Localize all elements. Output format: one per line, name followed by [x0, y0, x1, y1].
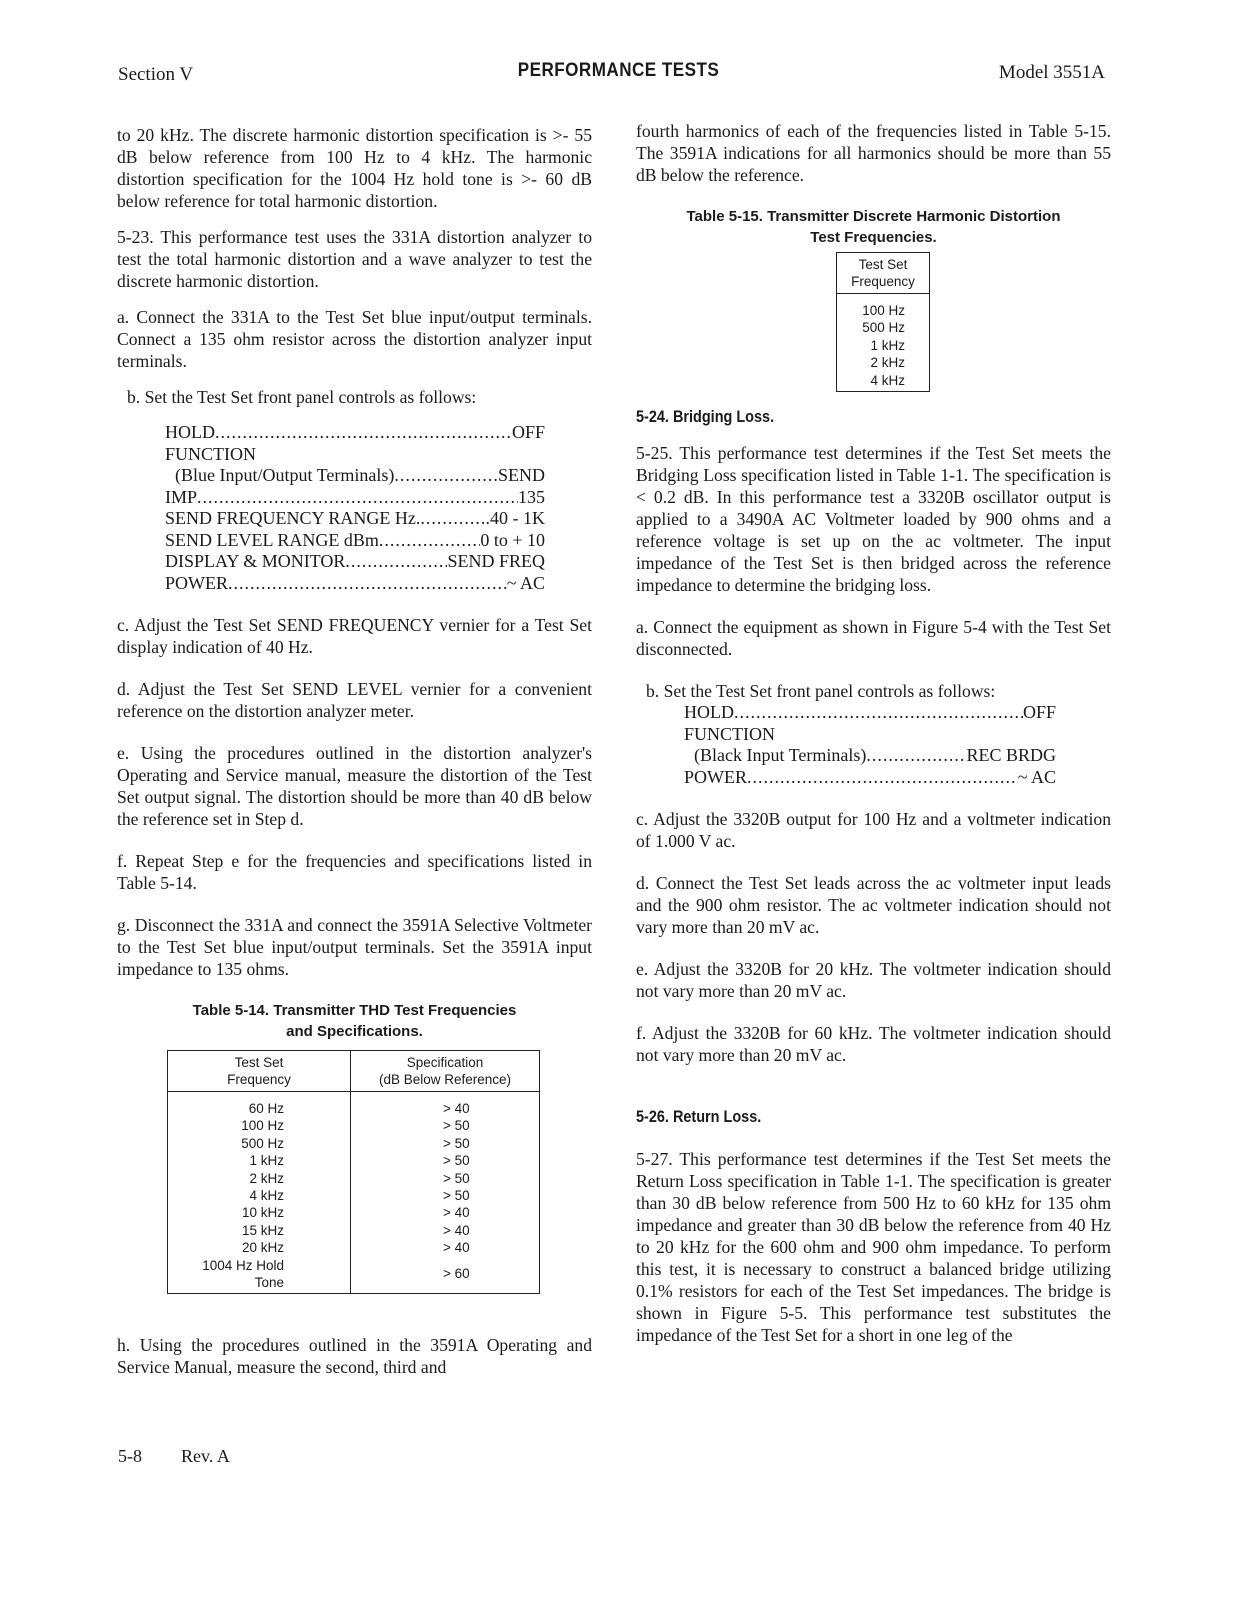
control-row-power: POWER ..... ~ AC: [165, 573, 545, 595]
control-row-black-terminals: (Black Input Terminals) ..... REC BRDG: [684, 745, 1056, 767]
step-b: b. Set the Test Set front panel controls as follows:: [646, 681, 996, 702]
frequency-cell: 10 kHz: [168, 1204, 351, 1221]
specification-cell: > 50: [351, 1117, 540, 1134]
table-row: [168, 1152, 540, 1169]
table-header-frequency: Test Set Frequency: [168, 1051, 351, 1092]
table-row: [168, 1257, 540, 1294]
control-row-function: FUNCTION: [165, 443, 257, 464]
table-row: [168, 1135, 540, 1152]
section-label: Section V: [118, 64, 194, 85]
section-heading-bridging-loss: 5-24. Bridging Loss.: [636, 407, 775, 427]
specification-cell: > 40: [351, 1222, 540, 1239]
control-row-hold: HOLD ..... OFF: [165, 422, 545, 444]
control-settings-list: [165, 422, 545, 594]
control-row-function: FUNCTION: [684, 723, 776, 744]
step-d: d. Connect the Test Set leads across the ac voltmeter input leads and the 900 ohm resistor. The ac voltmeter indication should not vary more than 20 mV ac.: [636, 873, 1111, 938]
step-f: f. Adjust the 3320B for 60 kHz. The voltmeter indication should not vary more than 20 mV ac.: [636, 1023, 1111, 1066]
table-row: [837, 294, 930, 320]
step-b: b. Set the Test Set front panel controls as follows:: [127, 387, 477, 407]
frequency-cell: 500 Hz: [168, 1135, 351, 1152]
control-settings-list: [684, 702, 1056, 788]
table-row: [837, 372, 930, 392]
table-row: [837, 319, 930, 336]
frequency-cell: 4 kHz: [837, 372, 930, 392]
table-row: [168, 1239, 540, 1256]
table-row: [168, 1187, 540, 1204]
step-c: c. Adjust the 3320B output for 100 Hz and a voltmeter indication of 1.000 V ac.: [636, 809, 1111, 852]
table-row: [837, 354, 930, 371]
specification-cell: > 40: [351, 1239, 540, 1256]
frequency-cell: 15 kHz: [168, 1222, 351, 1239]
revision-label: Rev. A: [181, 1446, 230, 1466]
step-f: f. Repeat Step e for the frequencies and specifications listed in Table 5-14.: [117, 851, 592, 893]
specification-cell: > 50: [351, 1135, 540, 1152]
table-row: [168, 1170, 540, 1187]
step-e: e. Using the procedures outlined in the distortion analyzer's Operating and Service manual, measure the distortion of the Test Set output signal. The distortion should be more than 40 dB below the reference set in Step d.: [117, 743, 592, 829]
table-5-14-caption: Table 5-14. Transmitter THD Test Frequencies and Specifications.: [192, 1002, 517, 1040]
intro-paragraph: to 20 kHz. The discrete harmonic distortion specification is >- 55 dB below reference from 100 Hz to 4 kHz. The harmonic distortion specification for the 1004 Hz hold tone is >- 60 dB below reference for total harmonic distortion.: [117, 125, 592, 211]
control-row-blue-terminals: (Blue Input/Output Terminals) ..... SEND: [165, 465, 545, 487]
model-label: Model 3551A: [998, 62, 1105, 83]
table-5-15: [836, 252, 930, 392]
control-row-hold: HOLD ..... OFF: [684, 702, 1056, 724]
control-row-imp: IMP ..... 135: [165, 487, 545, 509]
specification-cell: > 50: [351, 1152, 540, 1169]
frequency-cell: 1 kHz: [837, 337, 930, 354]
right-column: [636, 120, 1111, 1346]
table-row: [168, 1204, 540, 1221]
control-row-send-frequency-range: SEND FREQUENCY RANGE Hz. ..... .40 - 1K: [165, 508, 545, 530]
frequency-cell: 100 Hz: [168, 1117, 351, 1134]
frequency-cell: 500 Hz: [837, 319, 930, 336]
table-5-15-caption: Table 5-15. Transmitter Discrete Harmonic Distortion Test Frequencies.: [686, 208, 1061, 246]
table-row: [837, 337, 930, 354]
control-row-power: POWER ..... ~ AC: [684, 767, 1056, 789]
continued-paragraph: fourth harmonics of each of the frequencies listed in Table 5-15. The 3591A indications for all harmonics should be more than 55 dB below the reference.: [636, 121, 1111, 185]
frequency-cell: 4 kHz: [168, 1187, 351, 1204]
table-body: [168, 1092, 540, 1294]
section-heading-return-loss: 5-26. Return Loss.: [636, 1107, 762, 1127]
frequency-cell: 1 kHz: [168, 1152, 351, 1169]
step-a: a. Connect the equipment as shown in Figure 5-4 with the Test Set disconnected.: [636, 617, 1111, 660]
step-d: d. Adjust the Test Set SEND LEVEL vernier for a convenient reference on the distortion analyzer meter.: [117, 679, 592, 721]
control-row-display-monitor: DISPLAY & MONITOR ..... SEND FREQ: [165, 551, 545, 573]
paragraph-5-27: 5-27. This performance test determines if the Test Set meets the Return Loss specification in Table 1-1. The specification is greater than 30 dB below reference from 500 Hz to 60 kHz for 135 ohm impedance and greater than 30 dB below the reference from 40 Hz to 20 kHz for the 600 ohm and 900 ohm impedance. To perform this test, it is necessary to construct a balanced bridge utilizing 0.1% resistors for each of the Test Set impedances. The bridge is shown in Figure 5-5. This performance test substitutes the impedance of the Test Set for a short in one leg of the: [636, 1149, 1111, 1346]
specification-cell: > 50: [351, 1170, 540, 1187]
table-body: [837, 294, 930, 392]
frequency-cell: 100 Hz: [837, 294, 930, 320]
frequency-cell: 60 Hz: [168, 1092, 351, 1118]
frequency-cell: 1004 Hz Hold Tone: [168, 1257, 351, 1294]
table-row: [168, 1222, 540, 1239]
specification-cell: > 60: [351, 1257, 540, 1294]
page-title: PERFORMANCE TESTS: [517, 60, 720, 81]
step-a: a. Connect the 331A to the Test Set blue input/output terminals. Connect a 135 ohm resistor across the distortion analyzer input terminals.: [117, 307, 592, 371]
table-row: [168, 1117, 540, 1134]
step-e: e. Adjust the 3320B for 20 kHz. The voltmeter indication should not vary more than 20 mV ac.: [636, 959, 1111, 1002]
step-c: c. Adjust the Test Set SEND FREQUENCY vernier for a Test Set display indication of 40 Hz.: [117, 615, 592, 657]
frequency-cell: 2 kHz: [168, 1170, 351, 1187]
page-footer: [118, 1446, 230, 1467]
table-row: [168, 1092, 540, 1118]
step-h: h. Using the procedures outlined in the 3591A Operating and Service Manual, measure the second, third and: [117, 1335, 592, 1378]
paragraph-5-23: 5-23. This performance test uses the 331A distortion analyzer to test the total harmonic distortion and a wave analyzer to test the discrete harmonic distortion.: [117, 227, 592, 291]
table-5-14: [167, 1050, 540, 1294]
table-header-specification: Specification (dB Below Reference): [351, 1051, 540, 1092]
left-column: [117, 124, 592, 1378]
control-row-send-level-range: SEND LEVEL RANGE dBm ..... 0 to + 10: [165, 530, 545, 552]
paragraph-5-25: 5-25. This performance test determines if the Test Set meets the Bridging Loss specification listed in Table 1-1. The specification is < 0.2 dB. In this performance test a 3320B oscillator output is applied to a 3490A AC Voltmeter loaded by 900 ohms and a reference voltage is set up on the ac voltmeter. The input impedance of the Test Set is then bridged across the reference impedance to determine the bridging loss.: [636, 443, 1111, 596]
table-header-frequency: Test Set Frequency: [837, 253, 930, 294]
step-g: g. Disconnect the 331A and connect the 3591A Selective Voltmeter to the Test Set blue input/output terminals. Set the 3591A input impedance to 135 ohms.: [117, 915, 592, 979]
specification-cell: > 50: [351, 1187, 540, 1204]
specification-cell: > 40: [351, 1092, 540, 1118]
page-number: 5-8: [118, 1446, 142, 1466]
frequency-cell: 20 kHz: [168, 1239, 351, 1256]
specification-cell: > 40: [351, 1204, 540, 1221]
frequency-cell: 2 kHz: [837, 354, 930, 371]
